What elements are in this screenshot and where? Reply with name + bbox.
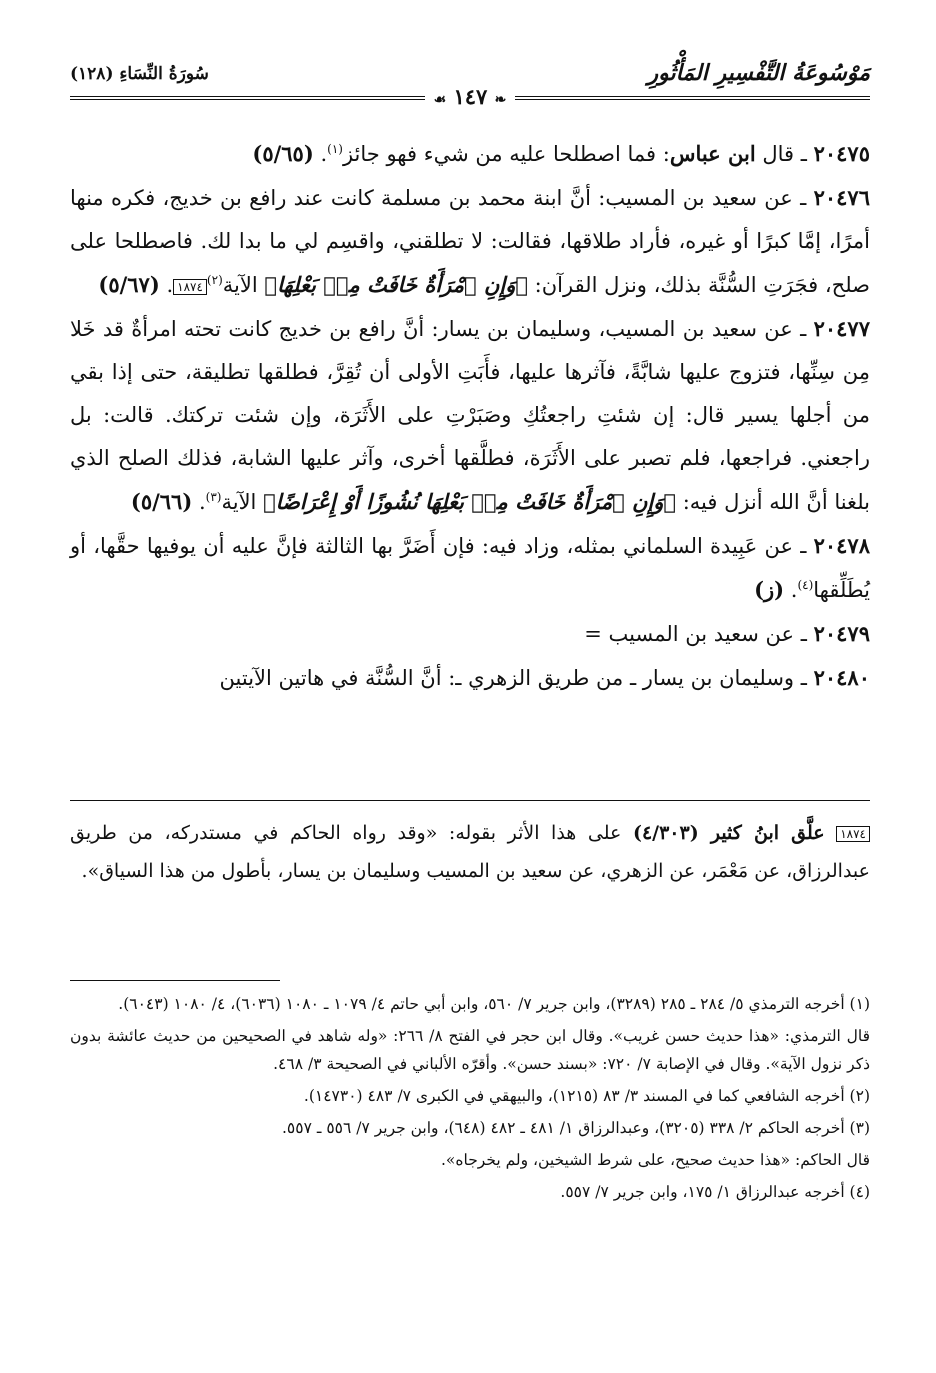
ornament-icon: ❧ xyxy=(494,92,507,108)
footnote: قال الترمذي: «هذا حديث حسن غريب». وقال ابن حجر في الفتح ٨/ ٢٦٦: «وله شاهد في الصحيحين من حديث عائشة بدون ذكر نزول الآية». وقال في الإصابة ٧/ ٧٢٠: «بسند حسن». وأقرّه الألباني في الصحيحة ٣/ ٤٦٨. xyxy=(70,1027,871,1073)
footnote-marker: (٤) xyxy=(797,578,814,592)
commentary-marker: ١٨٧٤ xyxy=(173,279,207,295)
header-rule-left xyxy=(70,96,425,100)
volume-ref: (ز) xyxy=(754,577,785,602)
entry: ٢٠٤٧٦ ـ عن سعيد بن المسيب: أنَّ ابنة محمد بن مسلمة كانت عند رافع بن خديج، فكره منها أمرًا، إمَّا كبرًا أو غيره، فأراد طلاقها، فقالت: لا تطلقني، واقسِم لي ما بدا لك. فاصطلحا على صلح، فجَرَتِ السُّنَّة بذلك، ونزل القرآن: ﴿وَإِنِ ٱمْرَأَةٌ خَافَتْ مِنۢ بَعْلِهَا﴾ الآية$^{(٢)}$١٨٧٤. (٥/٦٧) xyxy=(70,185,870,297)
entry: ٢٠٤٧٩ ـ عن سعيد بن المسيب = xyxy=(584,621,870,646)
footnote: (٤) أخرجه عبدالرزاق ١/ ١٧٥، وابن جرير ٧/ ٥٥٧. xyxy=(560,1183,870,1201)
volume-ref: (٥/٦٦) xyxy=(130,489,193,514)
ornament-icon: ☙ xyxy=(433,92,447,108)
surah-label: سُورَةُ النِّسَاءِ (١٢٨) xyxy=(70,64,209,84)
footnotes xyxy=(70,990,870,1210)
commentary-note: ١٨٧٤ علَّق ابنُ كثير (٤/٣٠٣) على هذا الأثر بقوله: «وقد رواه الحاكم في مستدركه، من طريق عبدالرزاق، عن مَعْمَر، عن الزهري، عن سعيد بن المسيب وسليمان بن يسار، بأطول من هذا السياق». xyxy=(70,822,870,882)
footnotes-divider xyxy=(70,980,280,981)
footnote-marker: (٣) xyxy=(205,490,222,504)
commentary-author: علَّق ابنُ كثير xyxy=(710,822,825,844)
entry: ٢٠٤٧٧ ـ عن سعيد بن المسيب، وسليمان بن يسار: أنَّ رافع بن خديج كانت تحته امرأةٌ قد خَلا مِن سِنِّها، فتزوج عليها شابَّةً، فآثرها عليها، فأَبَتِ الأولى أن تُقِرَّ، فطلقها تطليقة، حتى إذا بقي من أجلها يسير قال: إن شئتِ راجعتُكِ وصَبَرْتِ على الأَثَرَة، وإن شئت تركتك. قالت: بل راجعني. فراجعها، فلم تصبر على الأَثَرَة، فطلَّقها أخرى، وآثر عليها الشابة، فذلك الصلح الذي بلغنا أنَّ الله أنزل فيه: ﴿وَإِنِ ٱمْرَأَةٌ خَافَتْ مِنۢ بَعْلِهَا نُشُوزًا أَوْ إِعْرَاضًا﴾ الآية$^{(٣)}$. (٥/٦٦) xyxy=(70,316,870,514)
footnote: (١) أخرجه الترمذي ٥/ ٢٨٤ ـ ٢٨٥ (٣٢٨٩)، وابن جرير ٧/ ٥٦٠، وابن أبي حاتم ٤/ ١٠٧٩ ـ ١٠٨٠ (٦٠٣٦)، ٤/ ١٠٨٠ (٦٠٤٣). xyxy=(118,995,870,1013)
footnote-marker: (٢) xyxy=(206,273,223,287)
footnote: قال الحاكم: «هذا حديث صحيح، على شرط الشيخين، ولم يخرجاه». xyxy=(440,1151,870,1169)
footnote: (٢) أخرجه الشافعي كما في المسند ٣/ ٨٣ (١٢١٥)، والبيهقي في الكبرى ٧/ ٤٨٣ (١٤٧٣٠). xyxy=(303,1087,870,1105)
page-number: ❧ ١٤٧ ☙ xyxy=(433,84,507,109)
header-rule-right xyxy=(515,96,870,100)
footnote: (٣) أخرجه الحاكم ٢/ ٣٣٨ (٣٢٠٥)، وعبدالرزاق ١/ ٤٨١ ـ ٤٨٢ (٦٤٨)، وابن جرير ٧/ ٥٥٦ ـ ٥٥٧. xyxy=(281,1119,870,1137)
entry: ٢٠٤٧٨ ـ عن عَبِيدة السلماني بمثله، وزاد فيه: فإن أَضَرَّ بها الثالثة فإنَّ عليه أن يوفيها حقَّها، أو يُطَلِّقها$^{(٤)}$. (ز) xyxy=(70,533,870,602)
volume-ref: (٥/٦٥) xyxy=(252,141,314,166)
entry: ٢٠٤٧٥ ـ قال ابن عباس: فما اصطلحا عليه من شيء فهو جائز$^{(١)}$. (٥/٦٥) xyxy=(252,141,870,166)
volume-ref: (٥/٦٧) xyxy=(98,272,160,297)
commentary-divider xyxy=(70,800,870,801)
main-text xyxy=(70,132,870,700)
quran-verse: ﴿وَإِنِ ٱمْرَأَةٌ خَافَتْ مِنۢ بَعْلِهَا﴾ xyxy=(264,272,528,297)
book-title: مَوْسُوعَةُ التَّفْسِيرِ المَأْثُورِ xyxy=(647,60,870,86)
book-page xyxy=(70,52,870,1342)
commentary-marker: ١٨٧٤ xyxy=(836,826,870,842)
quran-verse: ﴿وَإِنِ ٱمْرَأَةٌ خَافَتْ مِنۢ بَعْلِهَا نُشُوزًا أَوْ إِعْرَاضًا﴾ xyxy=(263,489,677,514)
footnote-marker: (١) xyxy=(327,142,343,156)
entry: ٢٠٤٨٠ ـ وسليمان بن يسار ـ من طريق الزهري ـ: أنَّ السُّنَّة في هاتين الآيتين xyxy=(219,665,870,690)
